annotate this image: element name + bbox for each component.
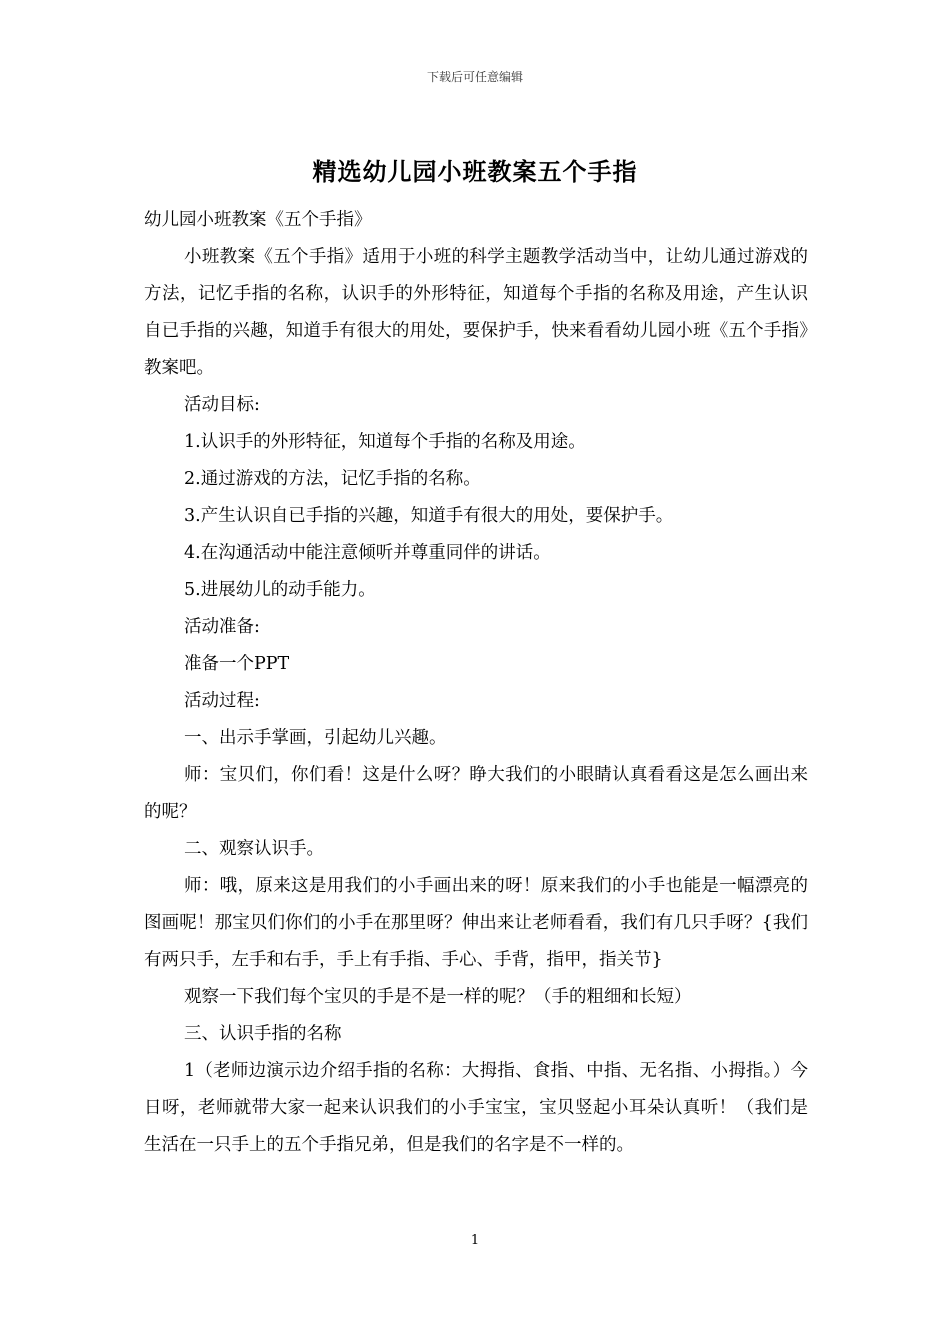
- goal-item: 1.认识手的外形特征，知道每个手指的名称及用途。: [184, 432, 586, 452]
- document-body: [144, 202, 808, 1164]
- heading-preparation: 活动准备:: [184, 617, 260, 637]
- process-step-heading: 三、认识手指的名称: [184, 1024, 342, 1044]
- heading-process: 活动过程:: [184, 691, 260, 711]
- paragraph-subtitle: 幼儿园小班教案《五个手指》: [144, 210, 372, 230]
- paragraph-intro: 小班教案《五个手指》适用于小班的科学主题教学活动当中，让幼儿通过游戏的方法，记忆手指的名称，认识手的外形特征，知道每个手指的名称及用途，产生认识自已手指的兴趣，知道手有很大的用处，要保护手，快来看看幼儿园小班《五个手指》教案吧。: [144, 247, 808, 378]
- goal-item: 5.进展幼儿的动手能力。: [184, 580, 376, 600]
- process-paragraph: 师：宝贝们，你们看！这是什么呀？睁大我们的小眼睛认真看看这是怎么画出来的呢？: [144, 765, 808, 822]
- process-paragraph: 师：哦，原来这是用我们的小手画出来的呀！原来我们的小手也能是一幅漂亮的图画呢！那宝贝们你们的小手在那里呀？伸出来让老师看看，我们有几只手呀？{我们有两只手，左手和右手，手上有手指、手心、手背，指甲，指关节}: [144, 876, 808, 970]
- page-number: 1: [470, 1233, 480, 1248]
- goal-item: 3.产生认识自已手指的兴趣，知道手有很大的用处，要保护手。: [184, 506, 674, 526]
- header-note: 下载后可任意编辑: [426, 70, 523, 84]
- preparation-item: 准备一个PPT: [184, 654, 290, 674]
- goal-item: 2.通过游戏的方法，记忆手指的名称。: [184, 469, 481, 489]
- goal-item: 4.在沟通活动中能注意倾听并尊重同伴的讲话。: [184, 543, 551, 563]
- process-step-heading: 一、出示手掌画，引起幼儿兴趣。: [184, 728, 447, 748]
- process-paragraph: 观察一下我们每个宝贝的手是不是一样的呢？（手的粗细和长短）: [184, 987, 692, 1007]
- heading-goals: 活动目标:: [184, 395, 260, 415]
- process-paragraph: 1（老师边演示边介绍手指的名称：大拇指、食指、中指、无名指、小拇指。）今日呀，老师就带大家一起来认识我们的小手宝宝，宝贝竖起小耳朵认真听！（我们是生活在一只手上的五个手指兄弟，但是我们的名字是不一样的。: [144, 1061, 808, 1155]
- document-title: 精选幼儿园小班教案五个手指: [312, 157, 638, 186]
- process-step-heading: 二、观察认识手。: [184, 839, 324, 859]
